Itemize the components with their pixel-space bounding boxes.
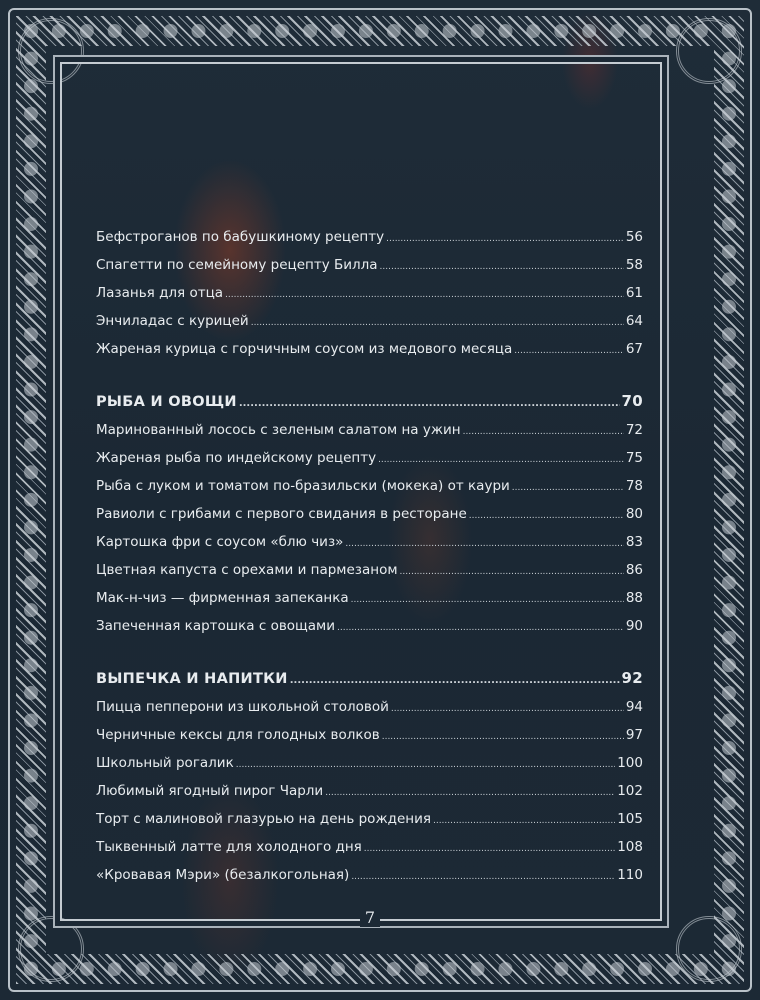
toc-section-baking[interactable]: [96, 669, 643, 690]
page-number: 7: [360, 908, 380, 927]
leader-dots: [345, 535, 623, 553]
leader-dots: [351, 591, 624, 609]
toc-section-fish[interactable]: [96, 392, 643, 413]
toc-entry[interactable]: [96, 754, 643, 774]
toc-entry-title: Мак-н-чиз — фирменная запеканка: [96, 590, 349, 606]
toc-entry-title: Бефстроганов по бабушкиному рецепту: [96, 229, 385, 245]
leader-dots: [469, 507, 624, 525]
leader-dots: [236, 756, 615, 774]
toc-entry-title: Энчиладас с курицей: [96, 313, 249, 329]
toc-entry-page: 56: [625, 229, 643, 245]
toc-entry-title: Лазанья для отца: [96, 285, 224, 301]
leader-dots: [251, 314, 624, 332]
leader-dots: [337, 619, 624, 637]
toc-entry[interactable]: [96, 340, 643, 360]
toc-entry-title: Школьный рогалик: [96, 755, 234, 771]
toc-entry[interactable]: [96, 698, 643, 718]
toc-entry-title: Спагетти по семейному рецепту Билла: [96, 257, 378, 273]
leader-dots: [463, 423, 624, 441]
leader-dots: [225, 286, 624, 304]
leader-dots: [386, 230, 624, 248]
toc-entry-page: 105: [617, 811, 643, 827]
toc-entry[interactable]: [96, 782, 643, 802]
toc-entry-title: Торт с малиновой глазурью на день рождения: [96, 811, 431, 827]
toc-entry-title: Тыквенный латте для холодного дня: [96, 839, 362, 855]
toc-entry-title: Запеченная картошка с овощами: [96, 618, 336, 634]
corner-ornament: [676, 18, 742, 84]
toc-entry-page: 80: [625, 506, 643, 522]
leader-dots: [325, 784, 615, 802]
toc-entry-page: 102: [617, 783, 643, 799]
toc-entry-title: Жареная рыба по индейскому рецепту: [96, 450, 377, 466]
toc-section-page: 70: [621, 392, 643, 410]
leader-dots: [239, 395, 620, 413]
toc-entry-page: 97: [625, 727, 643, 743]
toc-entry-title: Рыба с луком и томатом по-бразильски (мокека) от каури: [96, 478, 510, 494]
toc-entry-title: Черничные кексы для голодных волков: [96, 727, 380, 743]
toc-entry[interactable]: [96, 312, 643, 332]
toc-entry-page: 83: [625, 534, 643, 550]
leader-dots: [400, 563, 624, 581]
toc-entry-title: Любимый ягодный пирог Чарли: [96, 783, 324, 799]
toc-entry-page: 78: [625, 478, 643, 494]
toc-section-title: РЫБА И ОВОЩИ: [96, 394, 237, 410]
leader-dots: [433, 812, 615, 830]
toc-entry-page: 58: [625, 257, 643, 273]
toc-entry-page: 86: [625, 562, 643, 578]
toc-entry[interactable]: [96, 477, 643, 497]
toc-entry-page: 94: [625, 699, 643, 715]
leader-dots: [364, 840, 615, 858]
leader-dots: [514, 342, 624, 360]
leader-dots: [512, 479, 624, 497]
toc-entry[interactable]: [96, 866, 643, 886]
toc-entry-page: 108: [617, 839, 643, 855]
toc-entry-page: 100: [617, 755, 643, 771]
leader-dots: [290, 672, 620, 690]
toc-entry[interactable]: [96, 589, 643, 609]
toc-entry[interactable]: [96, 256, 643, 276]
leader-dots: [351, 868, 615, 886]
leader-dots: [391, 700, 624, 718]
toc-entry[interactable]: [96, 617, 643, 637]
toc-section-page: 92: [621, 669, 643, 687]
toc-entry-page: 64: [625, 313, 643, 329]
toc-entry-title: Маринованный лосось с зеленым салатом на ужин: [96, 422, 461, 438]
toc-entry-title: Пицца пепперони из школьной столовой: [96, 699, 389, 715]
toc-entry-page: 90: [625, 618, 643, 634]
toc-entry[interactable]: [96, 810, 643, 830]
toc-entry-page: 88: [625, 590, 643, 606]
toc-entry[interactable]: [96, 449, 643, 469]
toc-entry[interactable]: [96, 561, 643, 581]
toc-entry-title: «Кровавая Мэри» (безалкогольная): [96, 867, 350, 883]
toc-entry-page: 72: [625, 422, 643, 438]
toc-entry[interactable]: [96, 838, 643, 858]
toc-entry-title: Равиоли с грибами с первого свидания в ресторане: [96, 506, 467, 522]
toc-entry[interactable]: [96, 284, 643, 304]
toc-entry[interactable]: [96, 421, 643, 441]
leader-dots: [378, 451, 624, 469]
corner-ornament: [18, 916, 84, 982]
toc-entry[interactable]: [96, 505, 643, 525]
toc-entry-page: 67: [625, 341, 643, 357]
toc-entry[interactable]: [96, 228, 643, 248]
leader-dots: [382, 728, 624, 746]
toc-entry-page: 110: [617, 867, 643, 883]
toc-entry[interactable]: [96, 726, 643, 746]
toc-entry-title: Картошка фри с соусом «блю чиз»: [96, 534, 344, 550]
corner-ornament: [676, 916, 742, 982]
toc-section-title: ВЫПЕЧКА И НАПИТКИ: [96, 671, 288, 687]
toc-entry[interactable]: [96, 533, 643, 553]
toc-entry-title: Цветная капуста с орехами и пармезаном: [96, 562, 398, 578]
toc-entry-page: 61: [625, 285, 643, 301]
toc-entry-title: Жареная курица с горчичным соусом из медового месяца: [96, 341, 513, 357]
toc-entry-page: 75: [625, 450, 643, 466]
leader-dots: [380, 258, 624, 276]
